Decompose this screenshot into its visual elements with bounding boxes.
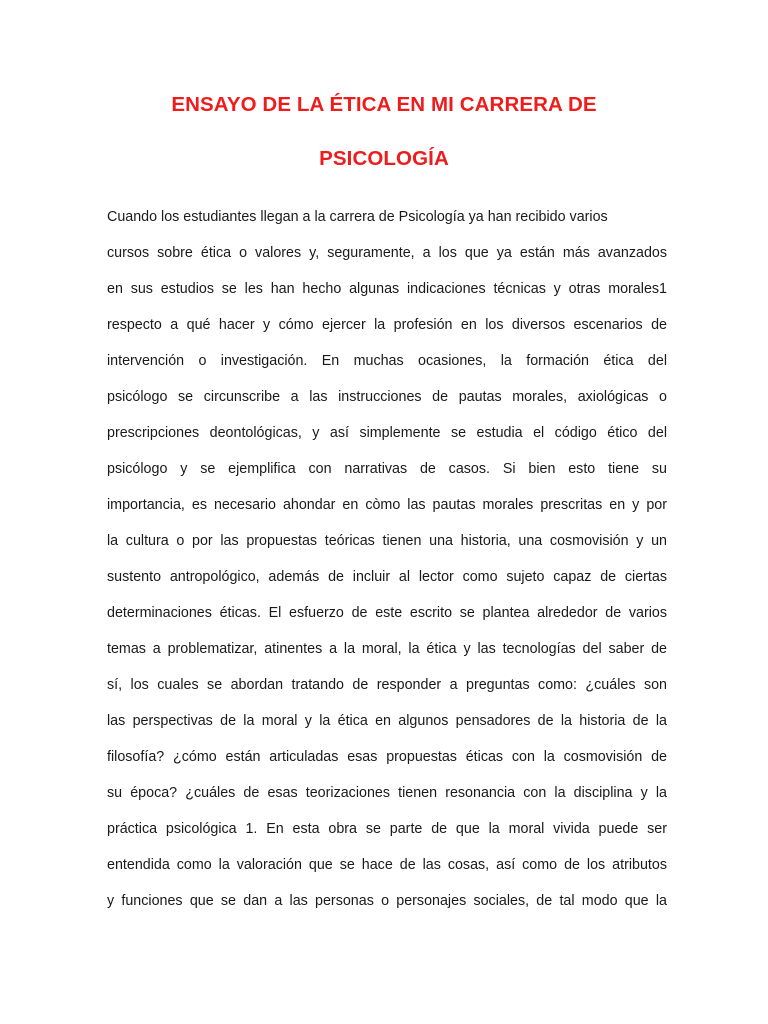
paragraph-line-9: importancia, es necesario ahondar en còmo las pautas morales prescritas en y por [107, 497, 667, 513]
paragraph-line-2: cursos sobre ética o valores y, seguramente, a los que ya están más avanzados [107, 245, 667, 261]
paragraph-line-7: prescripciones deontológicas, y así simplemente se estudia el código ético del [107, 425, 667, 441]
paragraph-line-1: Cuando los estudiantes llegan a la carrera de Psicología ya han recibido varios [107, 209, 608, 225]
paragraph-line-17: su época? ¿cuáles de esas teorizaciones tienen resonancia con la disciplina y la [107, 785, 667, 801]
paragraph-line-18: práctica psicológica 1. En esta obra se parte de que la moral vivida puede ser [107, 821, 667, 837]
paragraph-line-12: determinaciones éticas. El esfuerzo de este escrito se plantea alrededor de varios [107, 605, 667, 621]
paragraph-line-14: sí, los cuales se abordan tratando de responder a preguntas como: ¿cuáles son [107, 677, 667, 693]
paragraph-line-4: respecto a qué hacer y cómo ejercer la profesión en los diversos escenarios de [107, 317, 667, 333]
paragraph-line-11: sustento antropológico, además de incluir al lector como sujeto capaz de ciertas [107, 569, 667, 585]
paragraph-line-15: las perspectivas de la moral y la ética en algunos pensadores de la historia de la [107, 713, 667, 729]
paragraph-line-10: la cultura o por las propuestas teóricas tienen una historia, una cosmovisión y un [107, 533, 667, 549]
paragraph-line-19: entendida como la valoración que se hace de las cosas, así como de los atributos [107, 857, 667, 873]
paragraph-line-20: y funciones que se dan a las personas o personajes sociales, de tal modo que la [107, 893, 667, 909]
paragraph-line-13: temas a problematizar, atinentes a la moral, la ética y las tecnologías del saber de [107, 641, 667, 657]
paragraph-line-16: filosofía? ¿cómo están articuladas esas propuestas éticas con la cosmovisión de [107, 749, 667, 765]
paragraph-line-5: intervención o investigación. En muchas ocasiones, la formación ética del [107, 353, 667, 369]
paragraph-line-3: en sus estudios se les han hecho algunas indicaciones técnicas y otras morales1 [107, 281, 667, 297]
essay-title-line-2: PSICOLOGÍA [319, 147, 449, 170]
essay-title-line-1: ENSAYO DE LA ÉTICA EN MI CARRERA DE [171, 93, 597, 116]
paragraph-line-8: psicólogo y se ejemplifica con narrativas de casos. Si bien esto tiene su [107, 461, 667, 477]
paragraph-line-6: psicólogo se circunscribe a las instrucciones de pautas morales, axiológicas o [107, 389, 667, 405]
